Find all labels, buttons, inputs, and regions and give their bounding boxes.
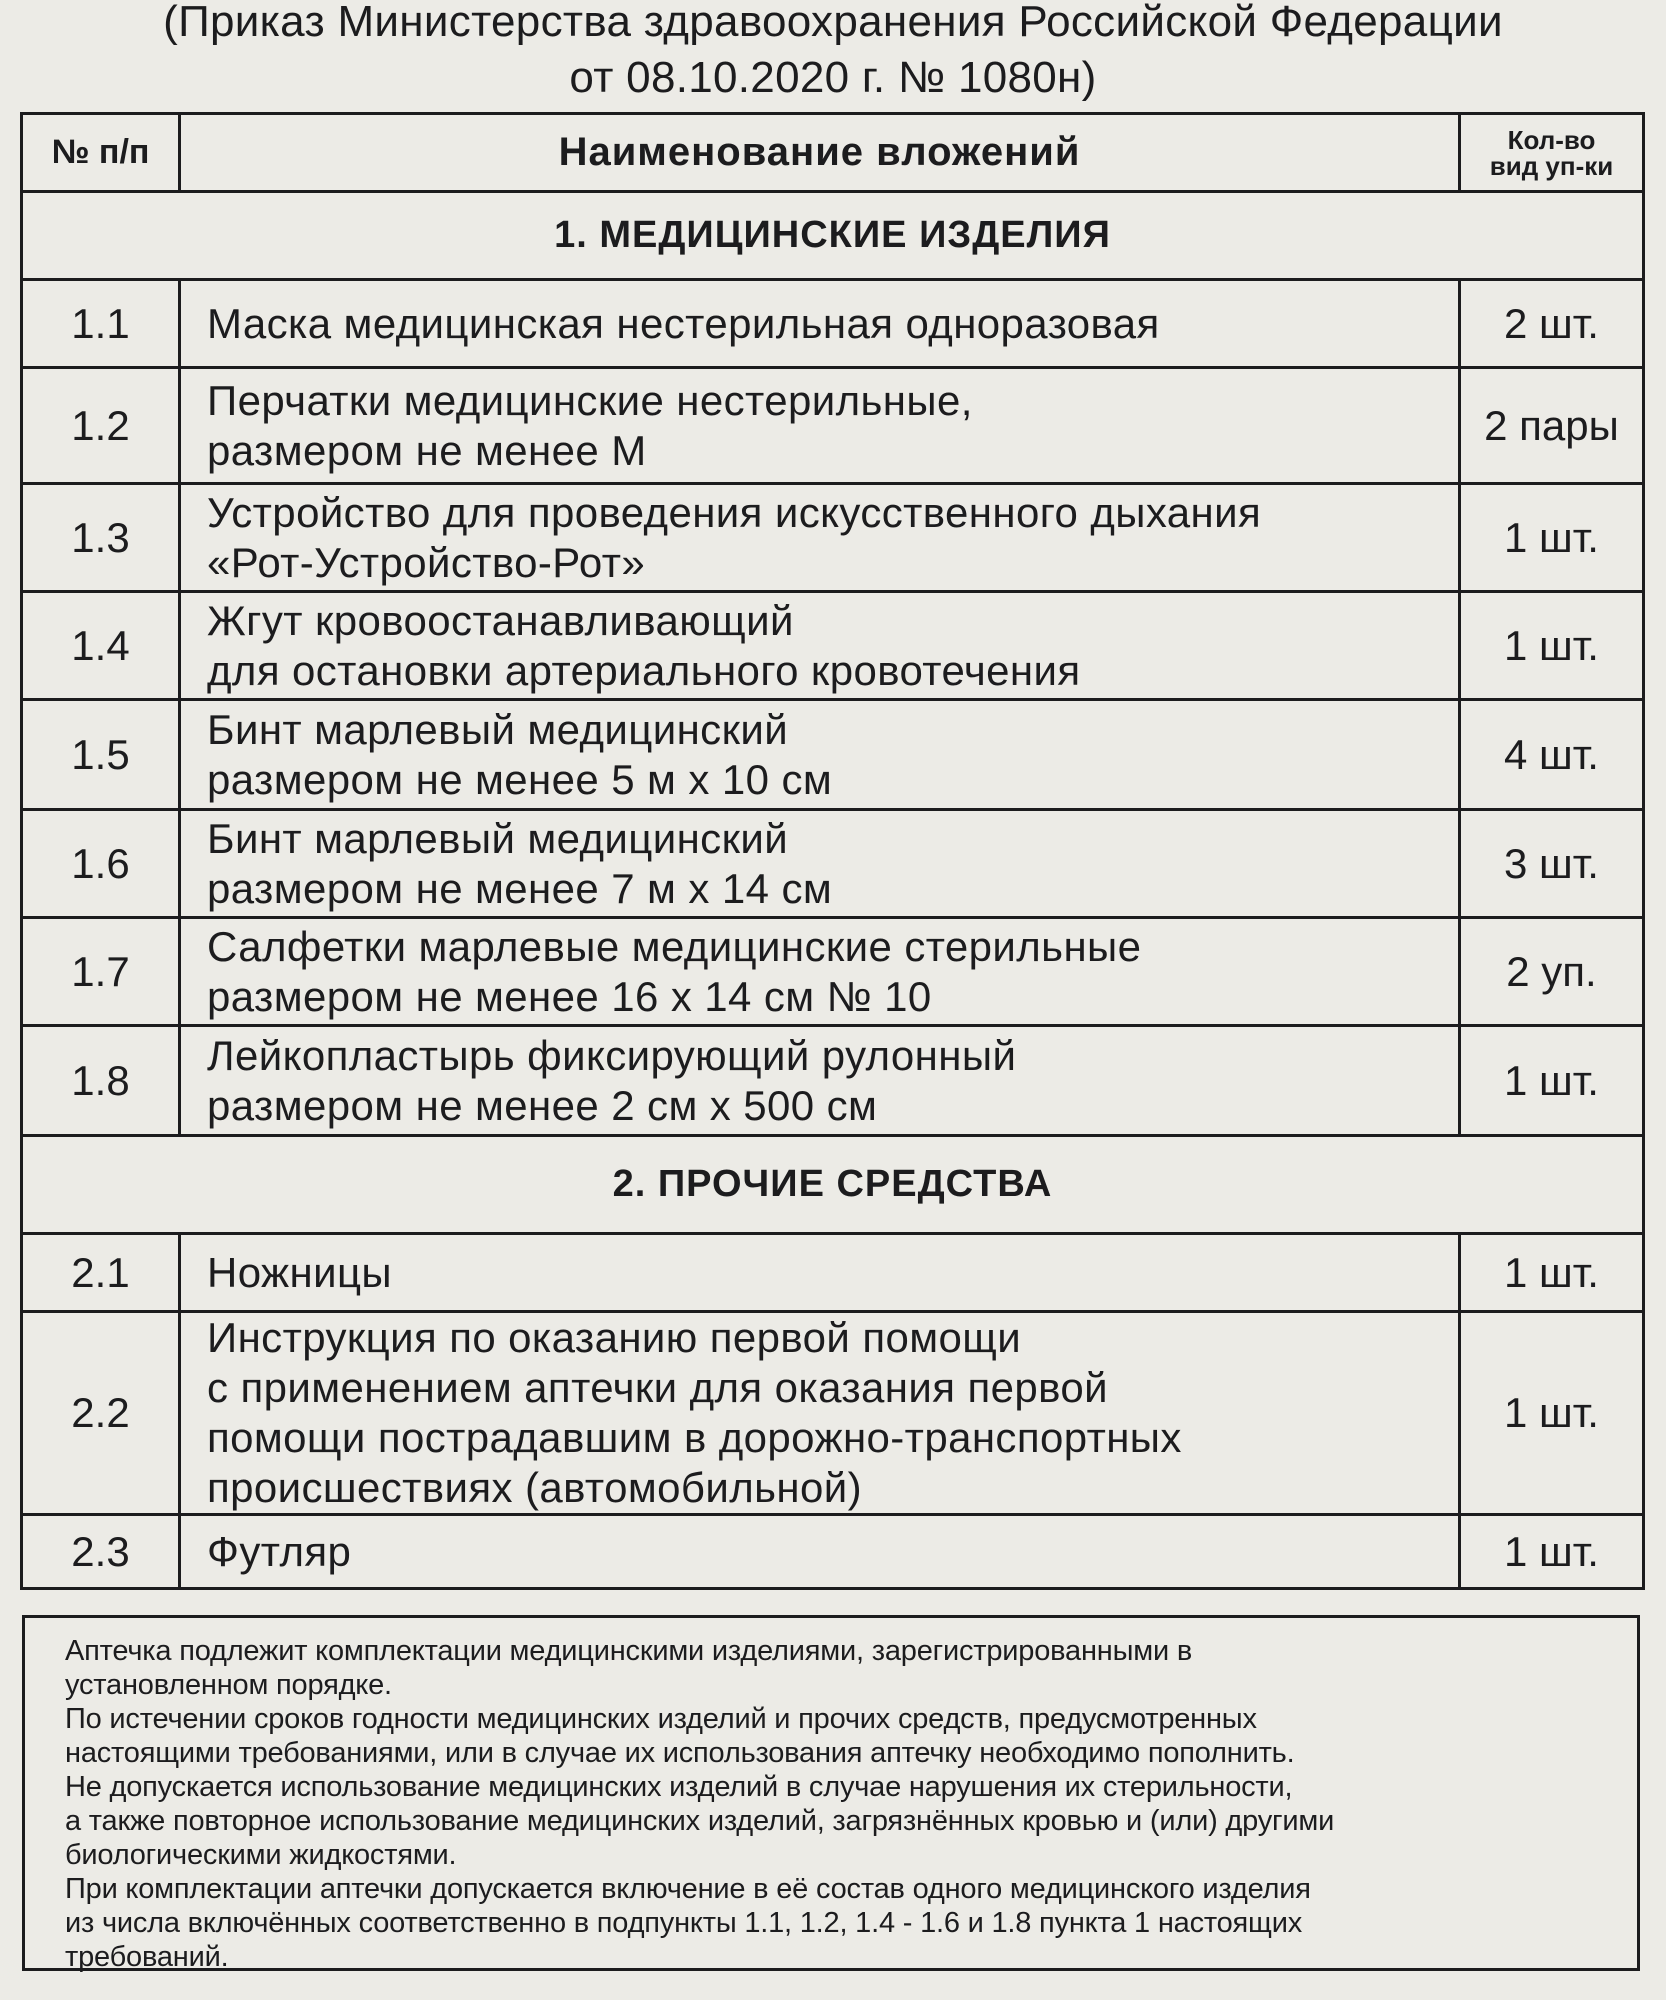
item-name-line: с применением аптечки для оказания первой <box>207 1364 1108 1411</box>
item-name <box>180 368 1460 484</box>
item-quantity: 1 шт. <box>1460 484 1644 592</box>
item-number: 2.2 <box>22 1312 180 1515</box>
item-name-line: происшествиях (автомобильной) <box>207 1464 862 1511</box>
table-row <box>22 1234 1644 1312</box>
item-number: 1.4 <box>22 592 180 700</box>
note-line: настоящими требованиями, или в случае их использования аптечку необходимо пополнить. <box>65 1737 1295 1769</box>
item-quantity: 3 шт. <box>1460 810 1644 918</box>
item-name <box>180 484 1460 592</box>
note-line: из числа включённых соответственно в подпункты 1.1, 1.2, 1.4 - 1.6 и 1.8 пункта 1 настоящих <box>65 1907 1303 1939</box>
item-name-line: Бинт марлевый медицинский <box>207 814 789 862</box>
section-row-other <box>22 1136 1644 1234</box>
note-line: Не допускается использование медицинских изделий в случае нарушения их стерильности, <box>65 1771 1293 1803</box>
notes-box <box>22 1615 1640 1971</box>
table-row <box>22 1515 1644 1589</box>
table-row <box>22 280 1644 368</box>
item-quantity: 1 шт. <box>1460 1026 1644 1136</box>
item-name <box>180 700 1460 810</box>
item-quantity: 1 шт. <box>1460 1234 1644 1312</box>
note-line: установленном порядке. <box>65 1669 392 1701</box>
item-number: 1.6 <box>22 810 180 918</box>
item-name <box>180 592 1460 700</box>
table-row <box>22 810 1644 918</box>
item-name-line: Лейкопластырь фиксирующий рулонный <box>207 1031 1017 1079</box>
table-header-row <box>22 114 1644 192</box>
item-number: 1.5 <box>22 700 180 810</box>
item-name-line: «Рот-Устройство-Рот» <box>207 538 646 586</box>
table-row <box>22 484 1644 592</box>
column-header-number: № п/п <box>22 114 180 192</box>
table-row <box>22 918 1644 1026</box>
item-name-line: Инструкция по оказанию первой помощи <box>207 1314 1022 1361</box>
item-name-line: размером не менее 16 х 14 см № 10 <box>207 972 932 1020</box>
item-name-line: размером не менее 7 м х 14 см <box>207 864 833 912</box>
order-reference <box>0 0 1666 106</box>
item-number: 1.1 <box>22 280 180 368</box>
item-name-line: Жгут кровоостанавливающий <box>207 596 794 644</box>
column-header-quantity <box>1460 114 1644 192</box>
column-header-name: Наименование вложений <box>180 114 1460 192</box>
note-line: При комплектации аптечки допускается включение в её состав одного медицинского изделия <box>65 1873 1311 1905</box>
item-quantity: 1 шт. <box>1460 1515 1644 1589</box>
item-number: 1.3 <box>22 484 180 592</box>
item-name <box>180 810 1460 918</box>
contents-table <box>20 112 1645 1590</box>
section-title-other: 2. ПРОЧИЕ СРЕДСТВА <box>22 1136 1644 1234</box>
item-name-line: помощи пострадавшим в дорожно-транспортных <box>207 1414 1182 1461</box>
table-row <box>22 592 1644 700</box>
table-row <box>22 1312 1644 1515</box>
item-name <box>180 918 1460 1026</box>
note-line: биологическими жидкостями. <box>65 1839 457 1871</box>
column-header-quantity-line-2: вид уп-ки <box>1489 150 1614 181</box>
item-name-line: для остановки артериального кровотечения <box>207 646 1081 694</box>
item-number: 1.7 <box>22 918 180 1026</box>
item-quantity: 2 шт. <box>1460 280 1644 368</box>
item-name-line: Футляр <box>207 1527 352 1575</box>
header-line-1: (Приказ Министерства здравоохранения Российской Федерации <box>163 0 1503 46</box>
item-name <box>180 280 1460 368</box>
item-name-line: Маска медицинская нестерильная одноразовая <box>207 299 1160 347</box>
table-row <box>22 1026 1644 1136</box>
note-line: По истечении сроков годности медицинских изделий и прочих средств, предусмотренных <box>65 1703 1257 1735</box>
item-quantity: 2 уп. <box>1460 918 1644 1026</box>
section-title-medical: 1. МЕДИЦИНСКИЕ ИЗДЕЛИЯ <box>22 192 1644 280</box>
section-row-medical <box>22 192 1644 280</box>
item-name <box>180 1312 1460 1515</box>
item-name-line: Ножницы <box>207 1248 393 1296</box>
item-name-line: Бинт марлевый медицинский <box>207 705 789 753</box>
note-line: а также повторное использование медицинских изделий, загрязнённых кровью и (или) другими <box>65 1805 1335 1837</box>
item-name-line: размером не менее 2 см х 500 см <box>207 1081 878 1129</box>
item-name <box>180 1234 1460 1312</box>
item-quantity: 1 шт. <box>1460 1312 1644 1515</box>
note-line: Аптечка подлежит комплектации медицинскими изделиями, зарегистрированными в <box>65 1635 1193 1667</box>
item-name <box>180 1515 1460 1589</box>
note-line: требований. <box>65 1941 229 1973</box>
item-number: 1.8 <box>22 1026 180 1136</box>
header-line-2: от 08.10.2020 г. № 1080н) <box>569 53 1097 102</box>
item-number: 2.1 <box>22 1234 180 1312</box>
item-name-line: Перчатки медицинские нестерильные, <box>207 376 973 424</box>
item-name-line: размером не менее 5 м х 10 см <box>207 755 833 803</box>
item-name-line: Салфетки марлевые медицинские стерильные <box>207 922 1142 970</box>
item-quantity: 1 шт. <box>1460 592 1644 700</box>
item-number: 2.3 <box>22 1515 180 1589</box>
table-row <box>22 368 1644 484</box>
item-name-line: Устройство для проведения искусственного дыхания <box>207 488 1262 536</box>
item-quantity: 4 шт. <box>1460 700 1644 810</box>
item-quantity: 2 пары <box>1460 368 1644 484</box>
column-header-quantity-line-1: Кол-во <box>1507 124 1596 155</box>
item-number: 1.2 <box>22 368 180 484</box>
item-name <box>180 1026 1460 1136</box>
item-name-line: размером не менее М <box>207 426 647 474</box>
table-row <box>22 700 1644 810</box>
